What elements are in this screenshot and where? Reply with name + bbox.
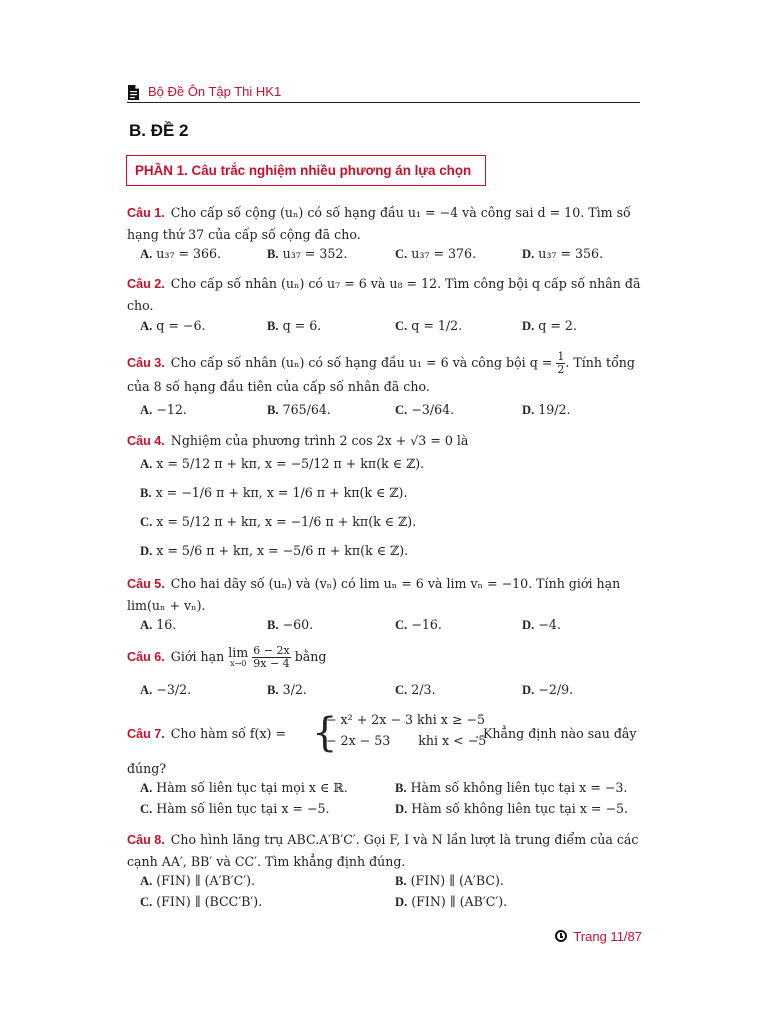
question-6 bbox=[127, 645, 642, 670]
question-text: Cho hàm số f(x) = bbox=[170, 726, 287, 741]
question-text-cont: . Tính tổng của 8 số hạng đầu tiên của cấp số nhân đã cho. bbox=[127, 355, 635, 394]
limit-operator: lim x→0 bbox=[228, 644, 249, 668]
question-label: Câu 3. bbox=[127, 356, 165, 370]
option[interactable]: A. 16. bbox=[140, 617, 177, 632]
question-text: Nghiệm của phương trình 2 cos 2x + √3 = 0 là bbox=[170, 433, 469, 448]
option[interactable]: A. x = 5/12 π + kπ, x = −5/12 π + kπ(k ∈ ℤ). bbox=[140, 456, 425, 471]
option[interactable]: C. (FIN) ∥ (BCC′B′). bbox=[140, 894, 263, 909]
page-header bbox=[127, 84, 640, 103]
option[interactable]: B. u₃₇ = 352. bbox=[267, 246, 348, 261]
fraction: $\frac{6 - 2x}{9x - 4}$ bbox=[253, 644, 290, 670]
option[interactable]: A. −3/2. bbox=[140, 682, 192, 697]
question-text-cont: . Khẳng định nào sau đây bbox=[475, 726, 637, 741]
option[interactable]: D. −4. bbox=[522, 617, 561, 632]
option[interactable]: C. q = 1/2. bbox=[395, 318, 463, 333]
header-title: Bộ Đề Ôn Tập Thi HK1 bbox=[148, 84, 282, 99]
section-title: B. ĐỀ 2 bbox=[129, 121, 189, 140]
option[interactable]: B. 3/2. bbox=[267, 682, 307, 697]
option[interactable]: C. Hàm số liên tục tại x = −5. bbox=[140, 801, 330, 816]
question-7: Câu 7. Cho hàm số f(x) = { − x² + 2x − 3 khi x ≥ −5 − 2x − 53 khi x < −5 . Khẳng định nào sau đây bbox=[127, 710, 637, 756]
part-heading: PHẦN 1. Câu trắc nghiệm nhiều phương án lựa chọn bbox=[135, 163, 472, 178]
option[interactable]: C. x = 5/12 π + kπ, x = −1/6 π + kπ(k ∈ ℤ). bbox=[140, 514, 417, 529]
option[interactable]: D. u₃₇ = 356. bbox=[522, 246, 604, 261]
question-5 bbox=[127, 573, 642, 616]
question-text: Cho cấp số nhân (uₙ) có số hạng đầu u₁ = 6 và công bội q = bbox=[170, 355, 553, 370]
option[interactable]: D. −2/9. bbox=[522, 682, 574, 697]
question-label: Câu 6. bbox=[127, 650, 165, 664]
option[interactable]: B. 765/64. bbox=[267, 402, 331, 417]
question-label: Câu 2. bbox=[127, 277, 165, 291]
option[interactable]: A. u₃₇ = 366. bbox=[140, 246, 222, 261]
document-icon bbox=[127, 85, 140, 100]
option[interactable]: B. x = −1/6 π + kπ, x = 1/6 π + kπ(k ∈ ℤ). bbox=[140, 485, 408, 500]
question-1 bbox=[127, 202, 642, 245]
option[interactable]: A. −12. bbox=[140, 402, 187, 417]
option[interactable]: D. Hàm số không liên tục tại x = −5. bbox=[395, 801, 629, 816]
option[interactable]: C. u₃₇ = 376. bbox=[395, 246, 477, 261]
option[interactable]: C. 2/3. bbox=[395, 682, 436, 697]
option[interactable]: A. q = −6. bbox=[140, 318, 206, 333]
option[interactable]: C. −16. bbox=[395, 617, 442, 632]
question-label: Câu 5. bbox=[127, 577, 165, 591]
question-4 bbox=[127, 430, 642, 452]
clock-icon bbox=[555, 930, 567, 942]
question-2 bbox=[127, 273, 642, 316]
option[interactable]: B. (FIN) ∥ (A′BC). bbox=[395, 873, 504, 888]
question-text: Giới hạn bbox=[170, 649, 225, 664]
question-3 bbox=[127, 351, 642, 397]
question-text-cont: bằng bbox=[294, 649, 327, 664]
option[interactable]: A. (FIN) ∥ (A′B′C′). bbox=[140, 873, 256, 888]
page-footer bbox=[555, 929, 642, 944]
page-number: Trang 11/87 bbox=[573, 929, 642, 944]
option[interactable]: C. −3/64. bbox=[395, 402, 455, 417]
option[interactable]: B. −60. bbox=[267, 617, 314, 632]
question-text: Cho hình lăng trụ ABC.A′B′C′. Gọi F, I và N lần lượt là trung điểm của các cạnh AA′, BB′ và CC′. Tìm khẳng định đúng. bbox=[127, 832, 639, 869]
option[interactable]: B. Hàm số không liên tục tại x = −3. bbox=[395, 780, 628, 795]
question-text: Cho cấp số cộng (uₙ) có số hạng đầu u₁ = −4 và công sai d = 10. Tìm số hạng thứ 37 của cấp số cộng đã cho. bbox=[127, 205, 631, 242]
option[interactable]: D. x = 5/6 π + kπ, x = −5/6 π + kπ(k ∈ ℤ). bbox=[140, 543, 409, 558]
option[interactable]: D. q = 2. bbox=[522, 318, 577, 333]
fraction: $\frac{1}{2}$ bbox=[557, 350, 565, 376]
question-8 bbox=[127, 829, 642, 872]
option[interactable]: D. 19/2. bbox=[522, 402, 571, 417]
case-1: − x² + 2x − 3 khi x ≥ −5 bbox=[326, 712, 485, 727]
question-label: Câu 1. bbox=[127, 206, 165, 220]
option[interactable]: A. Hàm số liên tục tại mọi x ∈ ℝ. bbox=[140, 780, 348, 795]
question-label: Câu 8. bbox=[127, 833, 165, 847]
question-label: Câu 7. bbox=[127, 727, 165, 741]
question-label: Câu 4. bbox=[127, 434, 165, 448]
question-7-tail: đúng? bbox=[127, 761, 167, 776]
question-text: Cho hai dãy số (uₙ) và (vₙ) có lim uₙ = 6 và lim vₙ = −10. Tính giới hạn lim(uₙ + vₙ). bbox=[127, 576, 621, 613]
question-text: Cho cấp số nhân (uₙ) có u₇ = 6 và u₈ = 12. Tìm công bội q cấp số nhân đã cho. bbox=[127, 276, 641, 313]
case-2: − 2x − 53 khi x < −5 bbox=[326, 733, 487, 748]
option[interactable]: D. (FIN) ∥ (AB′C′). bbox=[395, 894, 508, 909]
option[interactable]: B. q = 6. bbox=[267, 318, 322, 333]
part-heading-box bbox=[126, 155, 486, 186]
